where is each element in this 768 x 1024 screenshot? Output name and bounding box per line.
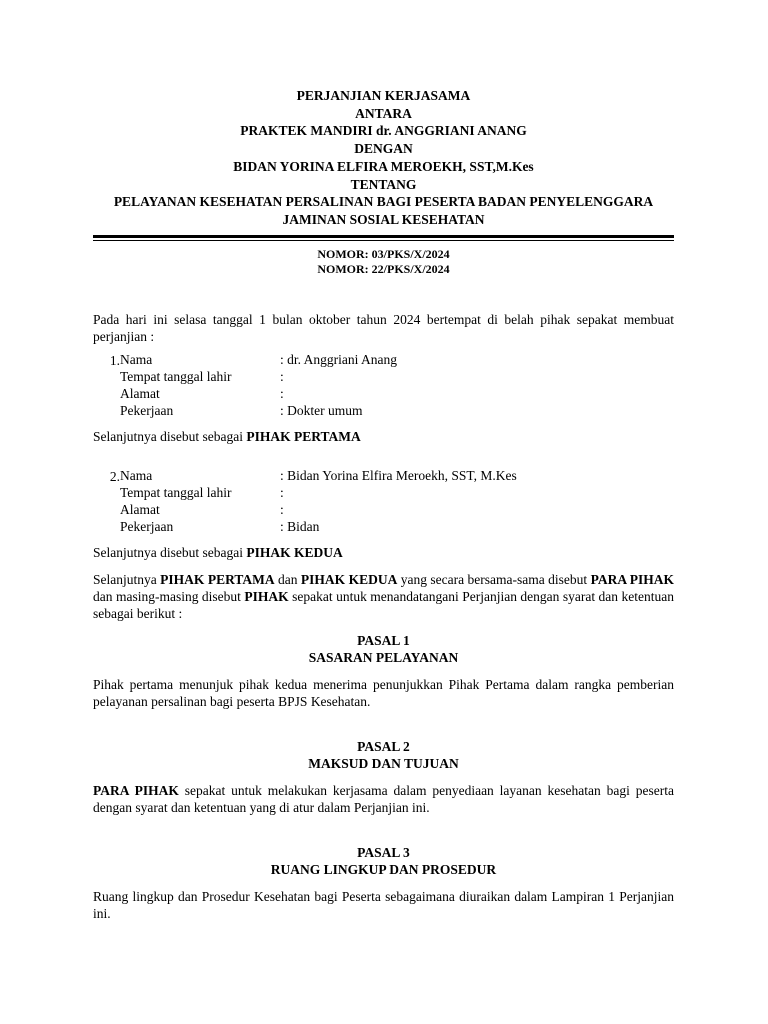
header-rule-thin [93, 240, 674, 241]
paragraph-text: Selanjutnya [93, 571, 161, 587]
paragraph-text: sepakat untuk melakukan kerjasama dalam penyediaan layanan kesehatan bagi peserta dengan syarat dan ketentuan yang di atur dalam Perjanjian ini. [93, 782, 674, 815]
party-two-field [93, 468, 674, 485]
header-tentang: TENTANG [350, 176, 417, 192]
pasal-3-text: Ruang lingkup dan Prosedur Kesehatan bagi Peserta sebagaimana diuraikan dalam Lampiran 1 Perjanjian ini. [93, 888, 674, 921]
pasal-3-number: PASAL 3 [357, 844, 410, 860]
field-value: : [280, 485, 284, 501]
party-two-number: 2. [109, 468, 120, 484]
party-one-field [93, 386, 674, 403]
field-label: Tempat tanggal lahir [120, 485, 232, 501]
party-one-number: 1. [109, 352, 120, 368]
field-label: Nama [120, 468, 153, 484]
pasal-2-text [93, 782, 674, 816]
party-two-field [93, 485, 674, 502]
field-value: : Bidan Yorina Elfira Meroekh, SST, M.Kes [280, 468, 517, 484]
field-value: : Dokter umum [280, 402, 363, 418]
paragraph-text: dan [274, 571, 301, 587]
paragraph-text: yang secara bersama-sama disebut [397, 571, 591, 587]
header-dengan: DENGAN [354, 141, 413, 157]
pasal-1-title: SASARAN PELAYANAN [308, 649, 459, 665]
header-subject-line1: PELAYANAN KESEHATAN PERSALINAN BAGI PESERTA BADAN PENYELENGGARA [113, 194, 654, 210]
field-label: Nama [120, 352, 153, 368]
designation-text: Selanjutnya disebut sebagai [93, 428, 247, 444]
pasal-3-heading [93, 844, 674, 878]
pasal-1-heading [93, 632, 674, 666]
field-value: : Bidan [280, 518, 320, 534]
paragraph-bold: PARA PIHAK [590, 571, 674, 587]
header-subject-line2: JAMINAN SOSIAL KESEHATAN [282, 211, 485, 227]
pasal-2-heading [93, 738, 674, 772]
pasal-1-number: PASAL 1 [357, 632, 410, 648]
party-one-fields [93, 352, 674, 419]
designation-bold: PIHAK KEDUA [246, 544, 343, 560]
party-one-field [93, 369, 674, 386]
header-title: PERJANJIAN KERJASAMA [296, 88, 471, 103]
field-label: Alamat [120, 502, 160, 517]
pasal-2-number: PASAL 2 [357, 738, 410, 754]
party-one-field [93, 352, 674, 369]
party-two-field [93, 519, 674, 536]
field-label: Pekerjaan [120, 518, 174, 534]
paragraph-text: dan masing-masing disebut [93, 588, 245, 604]
field-value: : [280, 369, 284, 385]
nomor-first: NOMOR: 03/PKS/X/2024 [317, 246, 450, 261]
party-two-field [93, 502, 674, 519]
document-numbers [93, 247, 674, 277]
field-value: : [280, 502, 284, 517]
document-header [93, 87, 674, 229]
paragraph-bold: PIHAK [244, 588, 289, 604]
header-rule-thick [93, 235, 674, 238]
paragraph-text: sepakat untuk menandatangani Perjanjian dengan syarat dan ketentuan sebagai berikut : [93, 588, 674, 621]
party-two-designation [93, 544, 674, 561]
field-value: : dr. Anggriani Anang [280, 352, 397, 368]
pasal-2-title: MAKSUD DAN TUJUAN [308, 755, 459, 771]
designation-bold: PIHAK PERTAMA [246, 428, 361, 444]
document-content [93, 87, 674, 922]
field-value: : [280, 386, 284, 402]
party-two-fields [93, 468, 674, 535]
header-second-party: BIDAN YORINA ELFIRA MEROEKH, SST,M.Kes [233, 158, 534, 174]
designation-text: Selanjutnya disebut sebagai [93, 544, 247, 560]
field-label: Alamat [120, 386, 160, 402]
intro-paragraph: Pada hari ini selasa tanggal 1 bulan oktober tahun 2024 bertempat di belah pihak sepakat membuat perjanjian : [93, 311, 674, 344]
nomor-second: NOMOR: 22/PKS/X/2024 [317, 261, 450, 276]
pasal-3-title: RUANG LINGKUP DAN PROSEDUR [270, 861, 497, 877]
party-one-field [93, 403, 674, 420]
paragraph-bold: PIHAK KEDUA [300, 571, 398, 587]
party-one-designation [93, 428, 674, 445]
header-first-party: PRAKTEK MANDIRI dr. ANGGRIANI ANANG [240, 123, 527, 139]
field-label: Pekerjaan [120, 402, 174, 418]
field-label: Tempat tanggal lahir [120, 369, 232, 385]
header-antara: ANTARA [355, 105, 412, 121]
para-pihak-paragraph [93, 571, 674, 622]
paragraph-bold: PIHAK PERTAMA [160, 571, 275, 587]
paragraph-bold: PARA PIHAK [93, 782, 179, 798]
pasal-1-text: Pihak pertama menunjuk pihak kedua menerima penunjukkan Pihak Pertama dalam rangka pemberian pelayanan persalinan bagi peserta BPJS Kesehatan. [93, 676, 674, 709]
